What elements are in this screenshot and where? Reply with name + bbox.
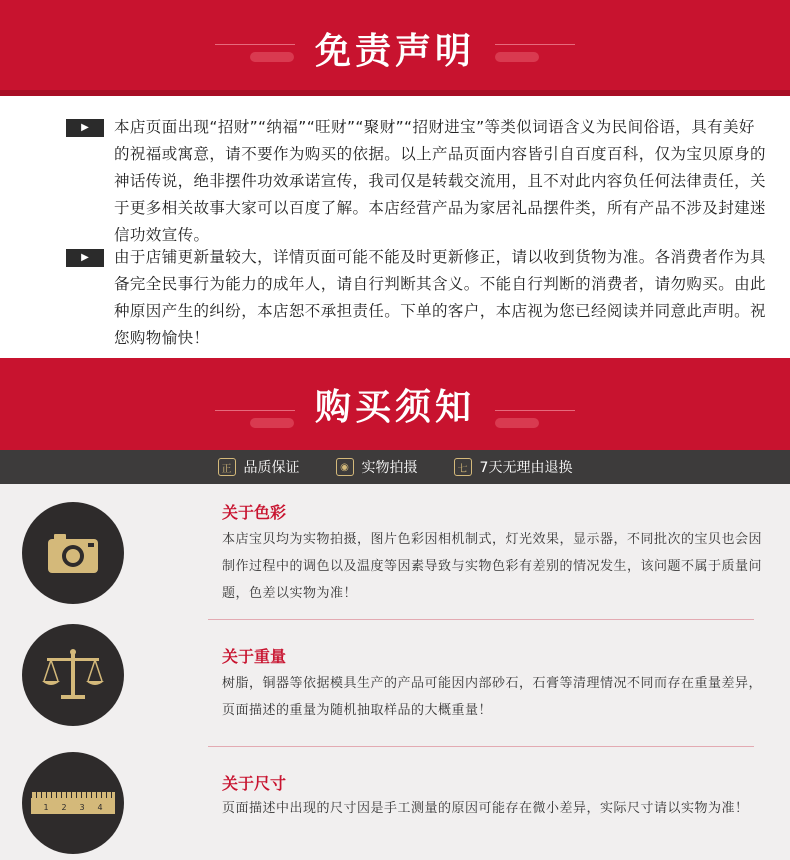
guarantee-label: 7天无理由退换 [479,460,573,476]
disclaimer-text-2: 由于店铺更新量较大，详情页面可能不能及时更新修正，请以收到货物为准。各消费者作为具备完全民事行为能力的成年人，请自行判断其含义。不能自行判断的消费者，请勿购买。由此种原因产生的纠纷，本店恕不承担责任。下单的客户，本店视为您已经阅读并同意此声明。祝您购物愉快！ [114,248,766,347]
note-body: 本店宝贝均为实物拍摄，图片色彩因相机制式，灯光效果，显示器，不同批次的宝贝也会因制作过程中的调色以及温度等因素导致与实物色彩有差别的情况发生，该问题不属于质量问题，色差以实物为准！ [222,532,763,601]
purchase-title: 购买须知 [314,386,475,428]
guarantee-quality [218,457,300,477]
guarantee-real-photo [336,457,418,477]
disclaimer-title: 免责声明 [314,30,475,72]
note-body: 页面描述中出现的尺寸因是手工测量的原因可能存在微小差异，实际尺寸请以实物为准！ [222,801,749,816]
notes-section [0,484,790,860]
camera-icon [22,502,124,604]
purchase-banner [0,358,790,450]
note-body: 树脂，铜器等依据模具生产的产品可能因内部砂石，石膏等清理情况不同而存在重量差异，页面描述的重量为随机抽取样品的大概重量！ [222,676,763,718]
disclaimer-text-1: 本店页面出现“招财”“纳福”“旺财”“聚财”“招财进宝”等类似词语含义为民间俗语，具有美好的祝福或寓意，请不要作为购买的依据。以上产品页面内容皆引自百度百科，仅为宝贝原身的神话传说，绝非摆件功效承诺宣传，我司仅是转载交流用，且不对此内容负任何法律责任，关于更多相关故事大家可以百度了解。本店经营产品为家居礼品摆件类，所有产品不涉及封建迷信功效宣传。 [114,118,766,244]
scale-icon [22,624,124,726]
camera-icon: ◉ [336,458,354,476]
disclaimer-banner [0,0,790,96]
guarantee-label: 实物拍摄 [361,460,418,476]
guarantee-return [454,457,573,477]
guarantee-bar [0,450,790,484]
disclaimer-paragraph-1 [66,114,766,249]
quality-seal-icon: 正 [218,458,236,476]
guarantee-label: 品质保证 [243,460,300,476]
note-title: 关于重量 [222,647,287,666]
divider [208,619,754,620]
play-icon: ▶ [66,249,104,267]
ruler-icon [22,752,124,854]
ruler-number: 1 [43,803,49,812]
disclaimer-paragraph-2 [66,244,766,352]
ruler-number: 4 [97,803,103,812]
ruler-number: 2 [61,803,67,812]
divider [208,746,754,747]
play-icon: ▶ [66,119,104,137]
ruler-number: 3 [79,803,85,812]
seven-days-icon: 七 [454,458,472,476]
note-title: 关于尺寸 [222,774,287,793]
note-title: 关于色彩 [222,503,287,522]
